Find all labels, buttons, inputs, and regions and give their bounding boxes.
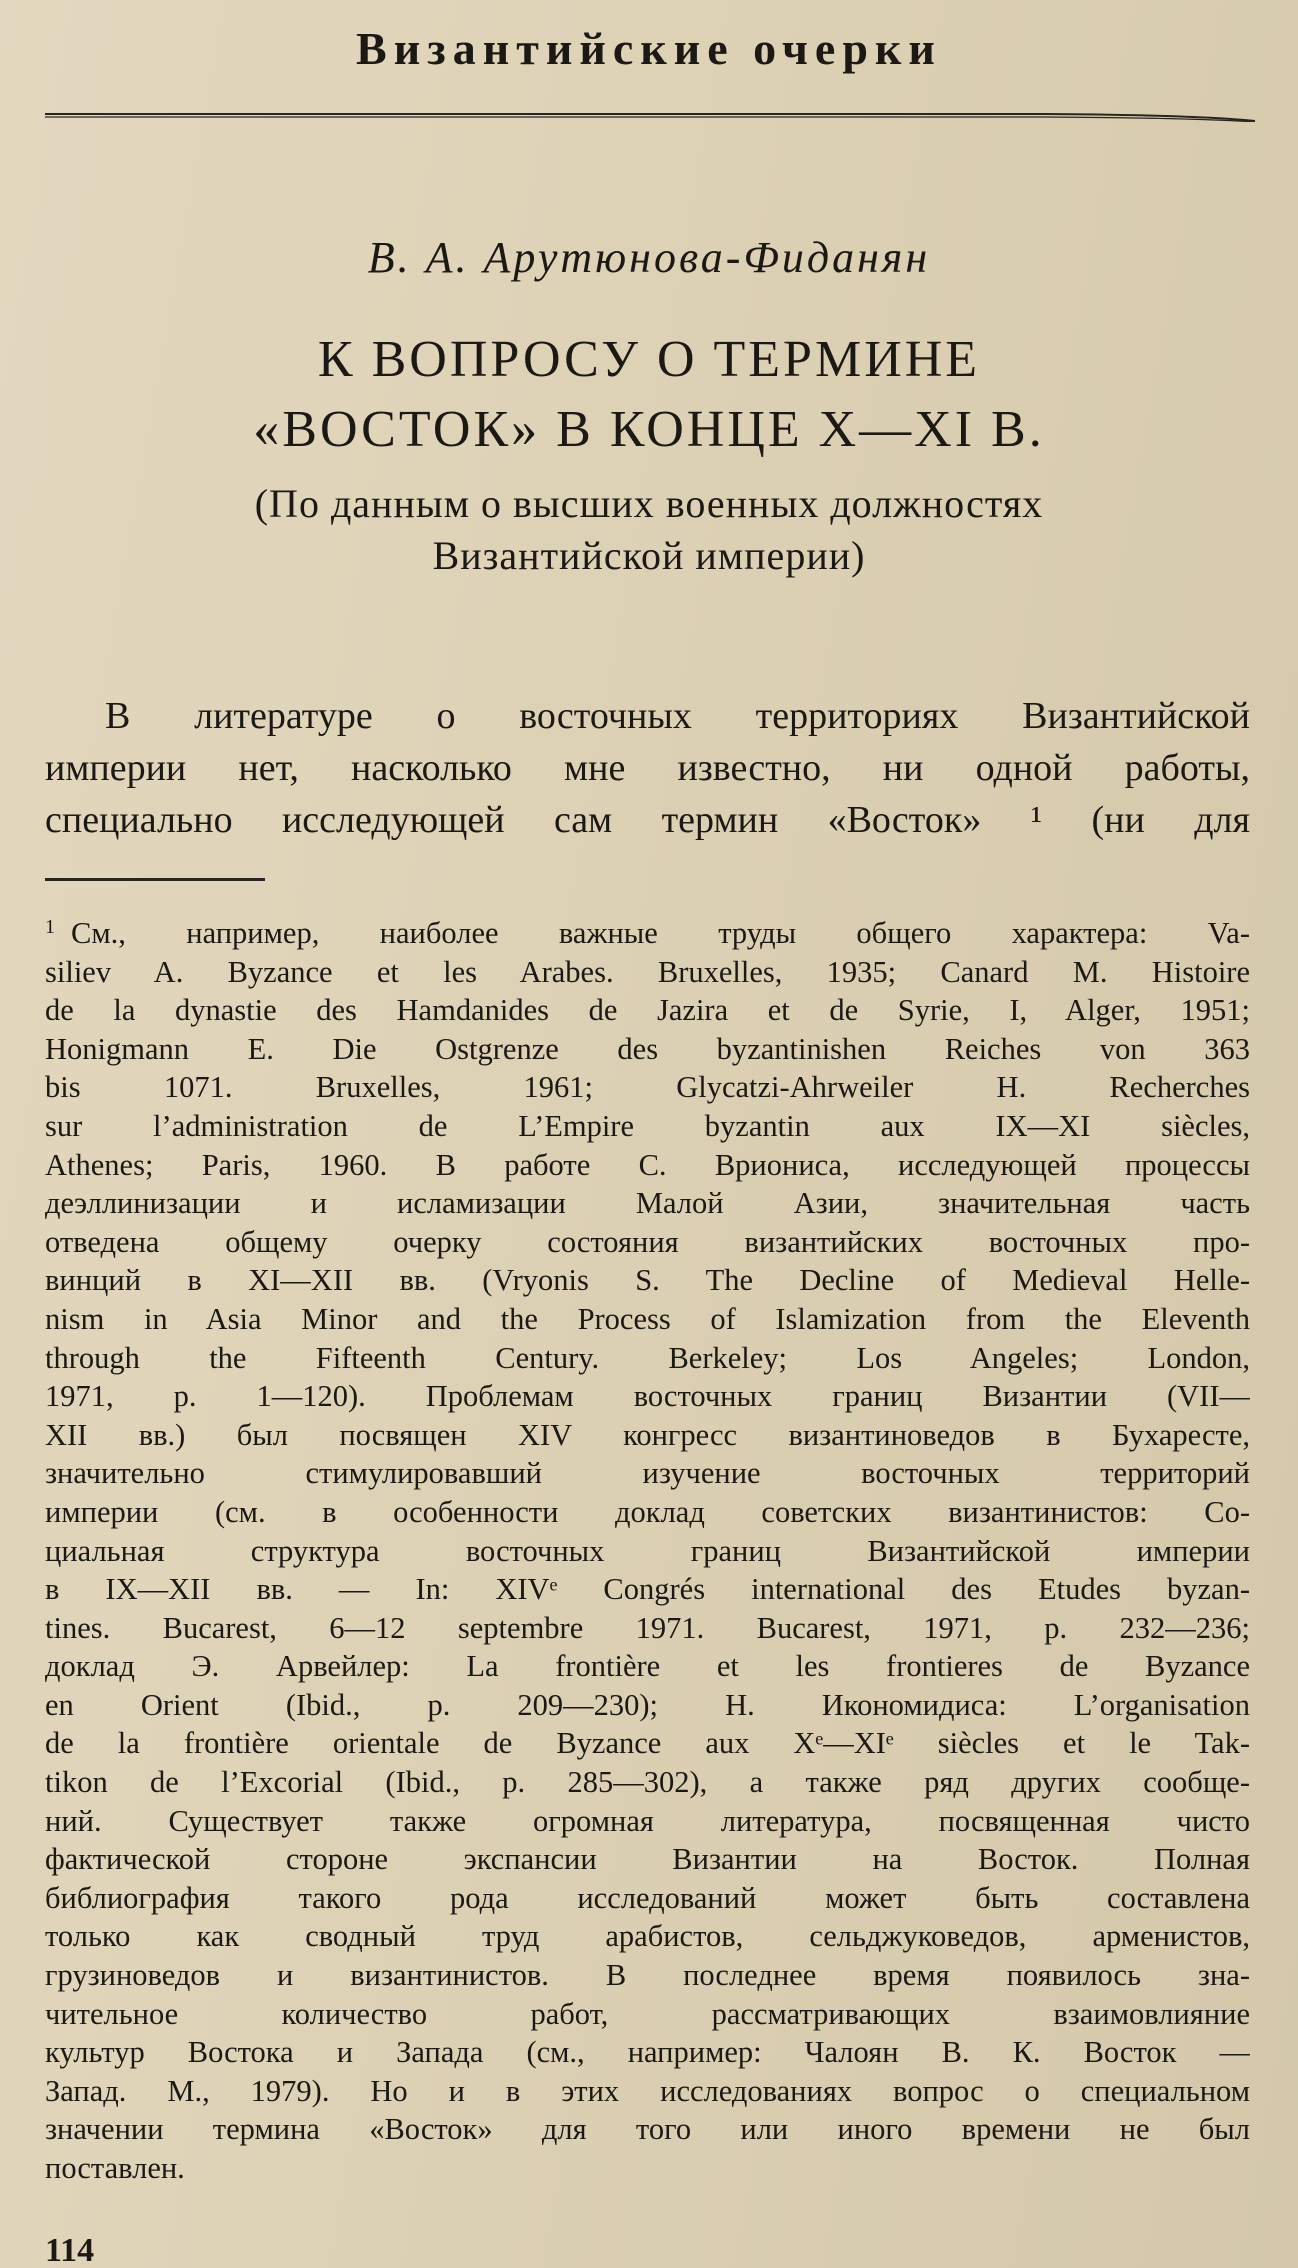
footnote-line: Honigmann E. Die Ostgrenze des byzantinishen Reiches von 363 xyxy=(45,1031,1250,1066)
body-paragraph xyxy=(45,690,1250,846)
footnote-line: циальная структура восточных границ Византийской империи xyxy=(45,1533,1250,1568)
footnote-line: отведена общему очерку состояния византийских восточных про- xyxy=(45,1224,1250,1259)
footnote-line: в IX—XII вв. — In: XIVᵉ Congrés international des Etudes byzan- xyxy=(45,1572,1250,1607)
subtitle-line: Византийской империи) xyxy=(432,533,866,578)
footnote-line: грузиноведов и византинистов. В последнее время появилось зна- xyxy=(45,1958,1250,1993)
footnote-line: en Orient (Ibid., p. 209—230); Н. Икономидиса: L’organisation xyxy=(45,1687,1250,1722)
footnote-line: значении термина «Восток» для того или иного времени не был xyxy=(45,2112,1250,2147)
footnote xyxy=(45,908,1250,2188)
title-line: К ВОПРОСУ О ТЕРМИНЕ xyxy=(317,331,981,388)
footnote-line xyxy=(45,908,1250,953)
running-head: Византийские очерки xyxy=(356,23,942,74)
footnote-line: sur l’administration de L’Empire byzantin aux IX—XI siècles, xyxy=(45,1108,1250,1143)
footnote-line: de la frontière orientale de Byzance aux Xᵉ—XIᵉ siècles et le Tak- xyxy=(45,1726,1250,1761)
footnote-line: империи (см. в особенности доклад советских византинистов: Со- xyxy=(45,1494,1250,1529)
footnote-line-text: См., например, наиболее важные труды общего характера: Va- xyxy=(71,916,1250,950)
footnote-mark: 1 xyxy=(45,916,55,938)
footnote-line: siliev A. Byzance et les Arabes. Bruxelles, 1935; Canard M. Histoire xyxy=(45,954,1250,989)
footnote-line: de la dynastie des Hamdanides de Jazira et de Syrie, I, Alger, 1951; xyxy=(45,993,1250,1028)
article-author: В. А. Арутюнова-Фиданян xyxy=(367,233,931,282)
footnote-line: фактической стороне экспансии Византии на Восток. Полная xyxy=(45,1842,1250,1877)
footnote-line: ний. Существует также огромная литература, посвященная чисто xyxy=(45,1803,1250,1838)
footnote-line: доклад Э. Арвейлер: La frontière et les frontieres de Byzance xyxy=(45,1649,1250,1684)
footnote-line: чительное количество работ, рассматривающих взаимовлияние xyxy=(45,1996,1250,2031)
footnote-separator xyxy=(45,878,265,881)
footnote-line: только как сводный труд арабистов, сельджуковедов, арменистов, xyxy=(45,1919,1250,1954)
header-rule xyxy=(45,112,1255,122)
footnote-line: nism in Asia Minor and the Process of Islamization from the Eleventh xyxy=(45,1301,1250,1336)
article-subtitle xyxy=(0,478,1298,582)
footnote-line: XII вв.) был посвящен XIV конгресс византиноведов в Бухаресте, xyxy=(45,1417,1250,1452)
footnote-line: винций в XI—XII вв. (Vryonis S. The Decline of Medieval Helle- xyxy=(45,1263,1250,1298)
footnote-line: Запад. М., 1979). Но и в этих исследованиях вопрос о специальном xyxy=(45,2073,1250,2108)
footnote-line: значительно стимулировавший изучение восточных территорий xyxy=(45,1456,1250,1491)
footnote-line: библиография такого рода исследований может быть составлена xyxy=(45,1880,1250,1915)
page-number: 114 xyxy=(45,2232,95,2268)
body-line: В литературе о восточных территориях Византийской xyxy=(105,695,1250,737)
body-line: империи нет, насколько мне известно, ни одной работы, xyxy=(45,747,1250,789)
footnote-line: 1971, p. 1—120). Проблемам восточных границ Византии (VII— xyxy=(45,1379,1250,1414)
footnote-line: tines. Bucarest, 6—12 septembre 1971. Bucarest, 1971, p. 232—236; xyxy=(45,1610,1250,1645)
footnote-line: культур Востока и Запада (см., например: Чалоян В. К. Восток — xyxy=(45,2035,1250,2070)
footnote-line: поставлен. xyxy=(45,2151,185,2185)
footnote-line: деэллинизации и исламизации Малой Азии, значительная часть xyxy=(45,1186,1250,1221)
footnote-line: Athenes; Paris, 1960. В работе С. Вриониса, исследующей процессы xyxy=(45,1147,1250,1182)
subtitle-line: (По данным о высших военных должностях xyxy=(254,481,1044,526)
article-title xyxy=(0,325,1298,465)
body-line: специально исследующей сам термин «Восток» ¹ (ни для xyxy=(45,799,1250,841)
footnote-line: bis 1071. Bruxelles, 1961; Glycatzi-Ahrweiler H. Recherches xyxy=(45,1070,1250,1105)
footnote-line: through the Fifteenth Century. Berkeley; Los Angeles; London, xyxy=(45,1340,1250,1375)
title-line: «ВОСТОК» В КОНЦЕ Х—XI В. xyxy=(253,401,1045,458)
footnote-line: tikon de l’Excorial (Ibid., p. 285—302), а также ряд других сообще- xyxy=(45,1765,1250,1800)
